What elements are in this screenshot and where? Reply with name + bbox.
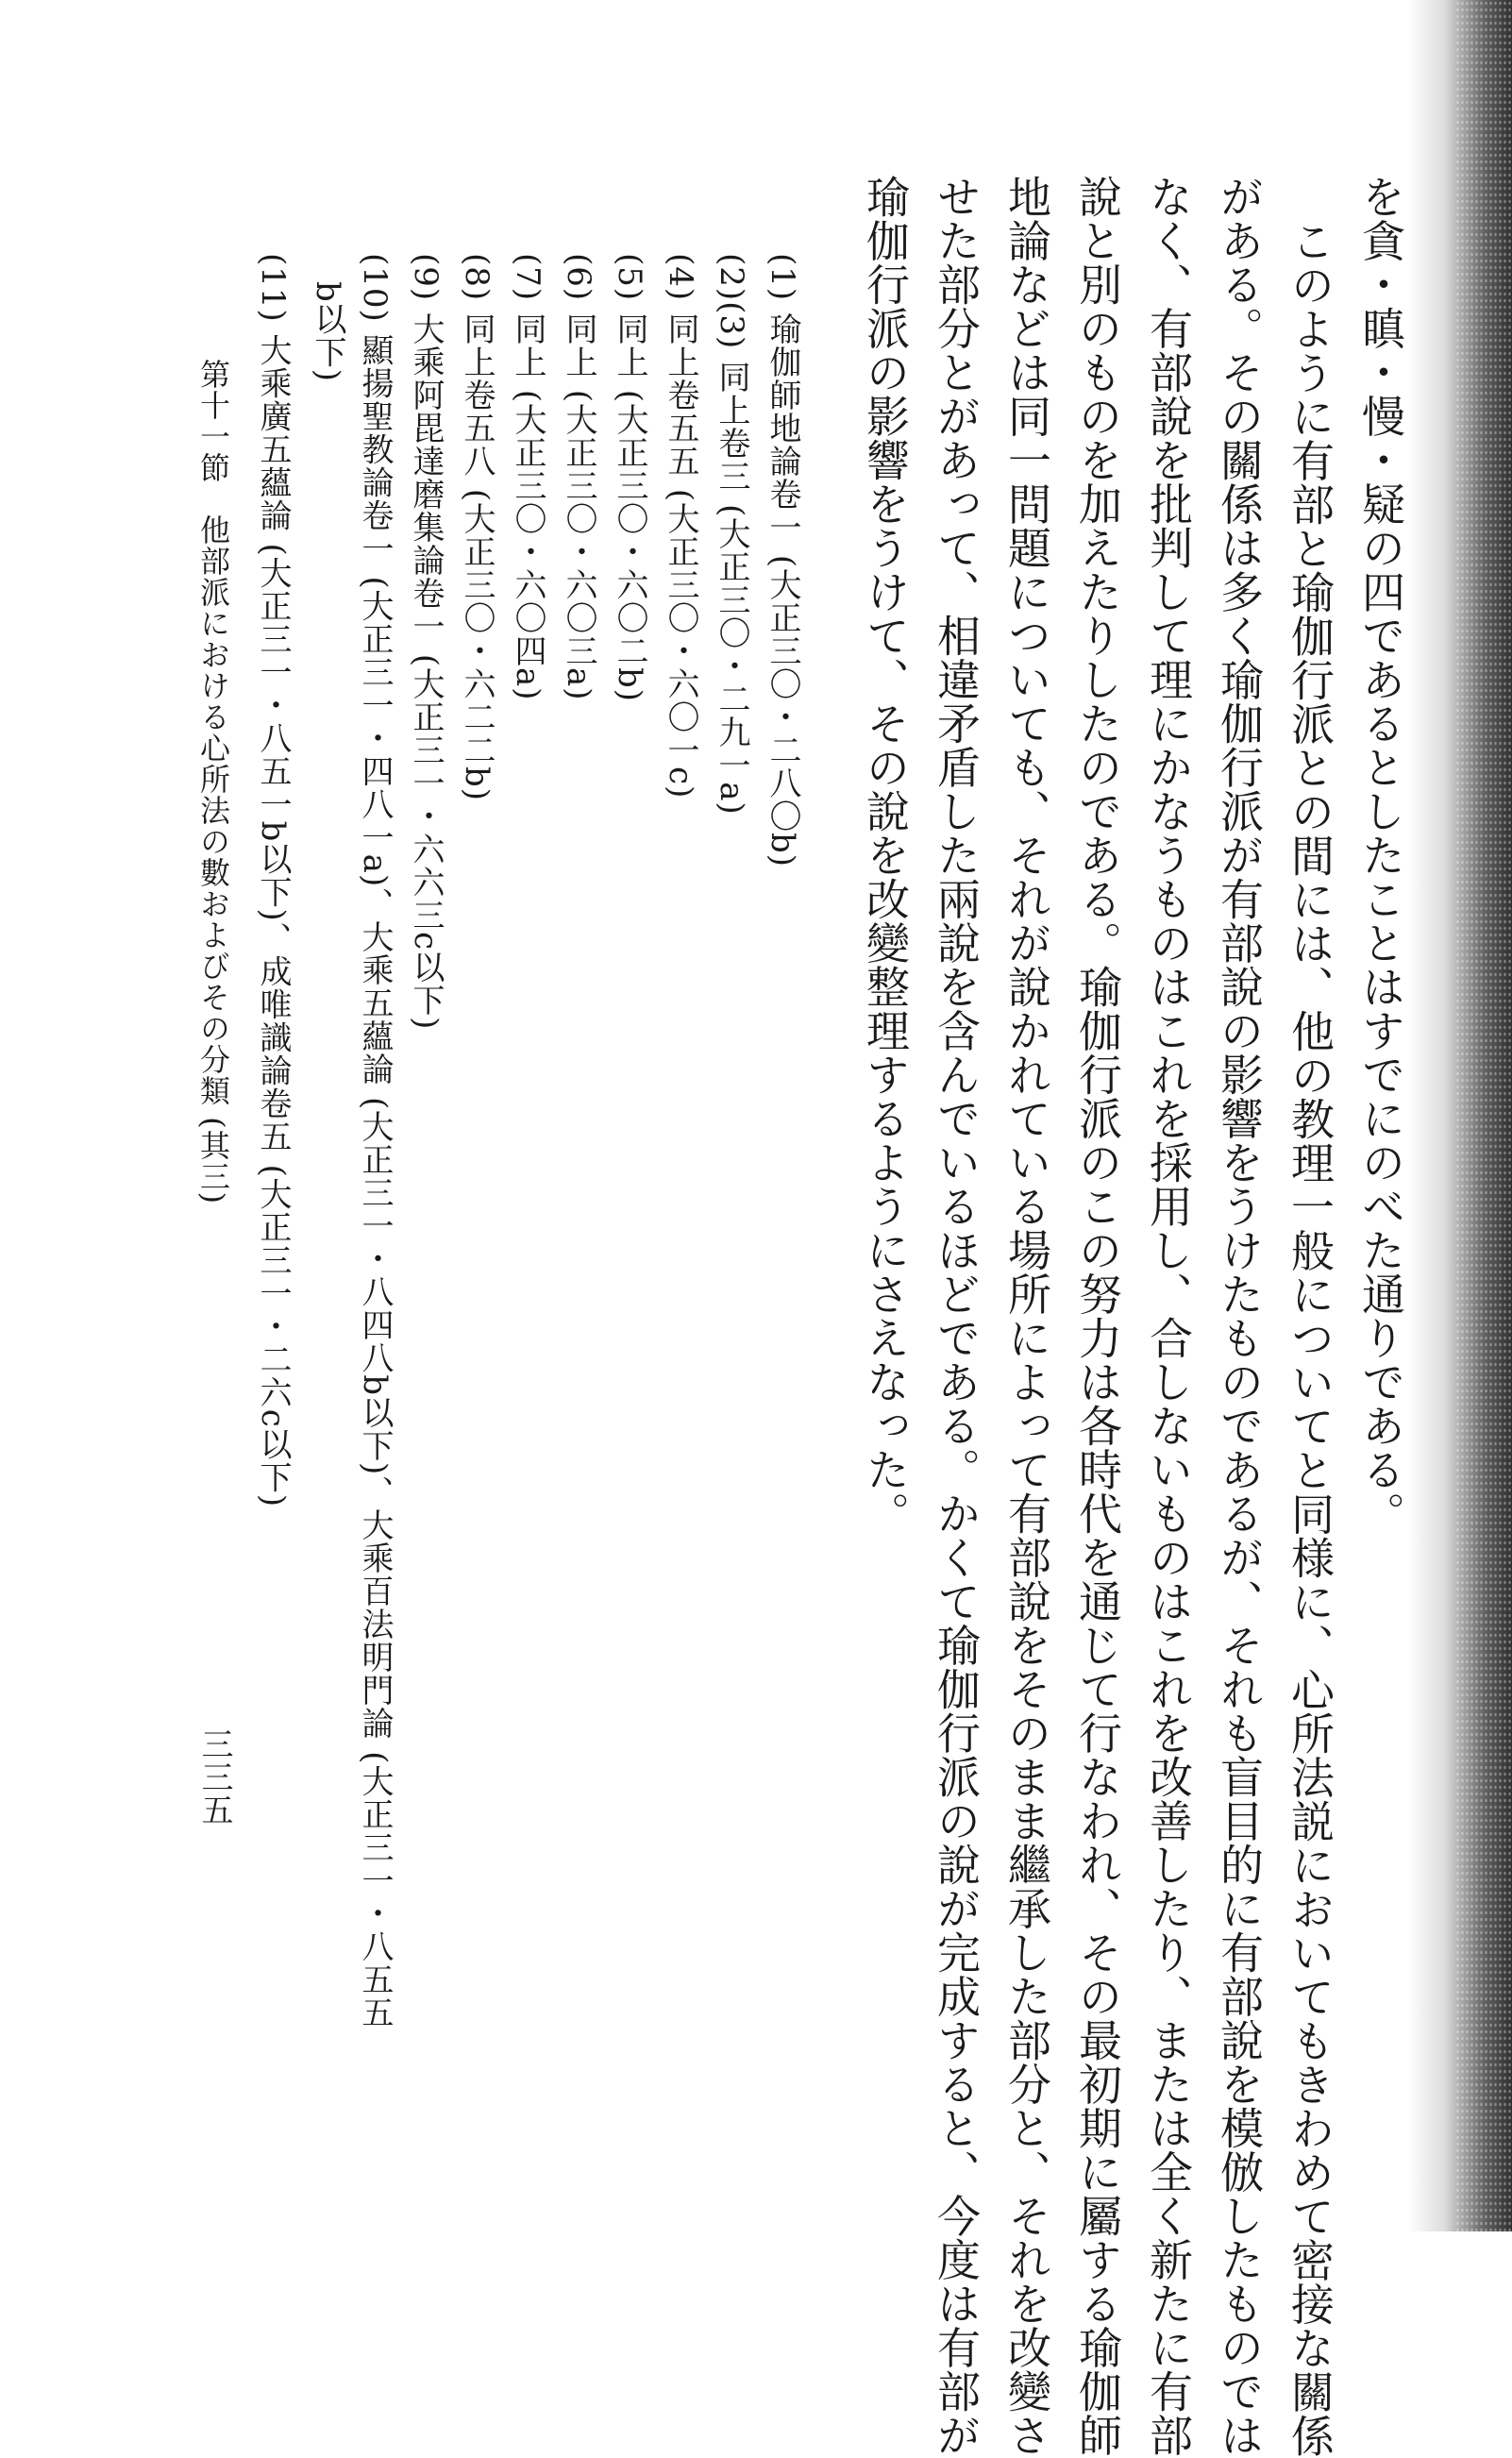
body-line-8: 瑜伽行派の影響をうけて、その說を改變整理するようにさえなった。	[860, 175, 911, 1536]
page-number: 三三五	[195, 1727, 233, 1827]
body-line-1: を貪・瞋・慢・疑の四であるとしたことはすでにのべた通りである。	[1355, 175, 1406, 1536]
body-line-2: このように有部と瑜伽行派との間には、他の教理一般についてと同様に、心所法説においてもきわめて密接な關係	[1285, 219, 1336, 2458]
body-line-3: がある。その關係は多く瑜伽行派が有部說の影響をうけたものであるが、それも盲目的に有部說を模倣したものでは	[1214, 175, 1265, 2457]
footnote-10-continuation: b以下)	[309, 281, 346, 383]
footnote-7: (7) 同上 (大正三〇・六〇四a)	[509, 253, 546, 701]
body-line-5: 說と別のものを加えたりしたのである。瑜伽行派のこの努力は各時代を通じて行なわれ、その最初期に屬する瑜伽師	[1072, 175, 1123, 2457]
footnote-5: (5) 同上 (大正三〇・六〇二b)	[611, 253, 648, 703]
body-line-4: なく、有部說を批判して理にかなうものはこれを採用し、合しないものはこれを改善したり、または全く新たに有部	[1143, 175, 1194, 2457]
footnote-1: (1) 瑜伽師地論卷一 (大正三〇・二八〇b)	[764, 253, 801, 868]
running-header: 第十一節 他部派における心所法の數およびその分類 (其三)	[195, 359, 231, 1205]
scan-edge-shadow	[1408, 0, 1512, 2231]
footnote-6: (6) 同上 (大正三〇・六〇三a)	[560, 253, 597, 701]
footnote-10: (10) 顯揚聖教論卷一 (大正三一・四八一a)、大乘五蘊論 (大正三一・八四八b以下)、大乘百法明門論 (大正三一・八五五	[356, 253, 394, 2029]
footnote-11: (11) 大乘廣五蘊論 (大正三一・八五一b以下)、成唯識論卷五 (大正三一・二六c以下)	[254, 253, 292, 1508]
footnote-9: (9) 大乘阿毘達磨集論卷一 (大正三一・六六三c以下)	[407, 253, 445, 1031]
footnote-2-3: (2)(3) 同上卷三 (大正三〇・二九一a)	[713, 253, 750, 816]
footnote-8: (8) 同上卷五八 (大正三〇・六二二b)	[458, 253, 496, 802]
body-line-7: せた部分とがあって、相違矛盾した兩說を含んでいるほどである。かくて瑜伽行派の說が完成すると、今度は有部が	[931, 175, 982, 2457]
footnote-4: (4) 同上卷五五 (大正三〇・六〇一c)	[662, 253, 699, 800]
body-line-6: 地論などは同一問題についても、それが說かれている場所によって有部說をそのまま繼承した部分と、それを改變さ	[1001, 175, 1052, 2457]
